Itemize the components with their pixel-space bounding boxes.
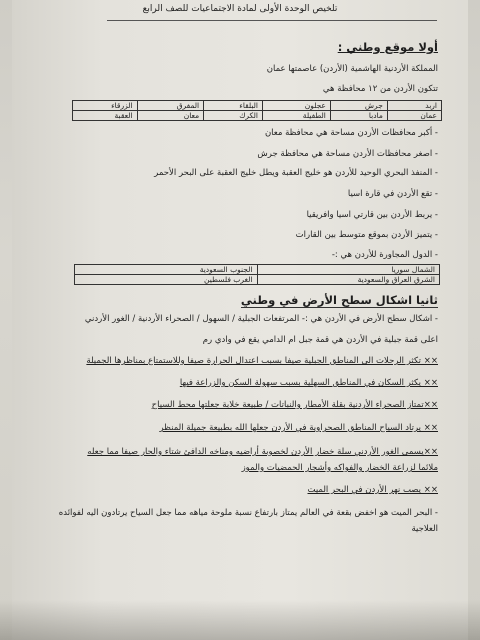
table-cell: الغرب فلسطين [75,275,258,285]
section2-surface-forms: - اشكال سطح الأرض في الأردن هي :- المرتفعات الجبلية / السهول / الصحراء الأردنية / الغور الأردني [84,314,438,324]
bullet-central-location: - يتميز الأردن بموقع متوسط بين القارات [295,230,438,240]
table-cell: الكرك [204,111,263,121]
point-jordan-valley: ××يسمى الغور الأردني سلة خضار الأردن لخصوبة أراضيه ومناخه الدافئ شتاء والحار صيفا مما جعله [87,447,438,457]
table-cell: معان [137,111,204,121]
table-row [73,111,442,121]
bullet-smallest-governorate: - اصغر محافظات الأردن مساحة هي محافظة جرش [257,149,438,159]
section2-title: ثانيا اشكال سطح الأرض في وطني [240,293,438,307]
photo-shadow [0,600,480,640]
point-mountain-trips: ×× تكثر الرحلات الى المناطق الجبلية صيفا بسبب اعتدال الحرارة صيفا وللاستمتاع بمناظرها الجميلة [86,356,438,366]
page-header: تلخيص الوحدة الأولى لمادة الاجتماعيات للصف الرابع [142,4,338,14]
table-row [75,265,440,275]
table-cell: الزرقاء [73,101,138,111]
table-cell: الطفيلة [263,111,331,121]
table-cell: المفرق [137,101,204,111]
table-cell: عجلون [263,101,331,111]
table-cell: جرش [330,101,387,111]
neighbors-table [74,264,440,285]
table-row [75,275,440,285]
governorates-table [72,100,442,121]
section1-title: أولا موقع وطني : [337,40,438,54]
table-cell: اربد [387,101,441,111]
table-cell: العقبة [73,111,138,121]
bullet-continent: - تقع الأردن في قارة اسيا [347,189,438,199]
section2-highest-peak: اعلى قمة جبلية في الأردن هي قمة جبل ام الدامي يقع في وادي رم [202,335,438,345]
section1-governorates-intro: تتكون الأردن من ١٢ محافظة هي [322,84,438,94]
point-desert-tourists: ×× يرتاد السياح المناطق الصحراوية في الأردن جعلها الله بطبيعة جميلة المنظر [159,423,438,433]
table-cell: الشرق العراق والسعودية [257,275,440,285]
table-cell: الشمال سوريا [257,265,440,275]
bullet-largest-governorate: - أكبر محافظات الأردن مساحة هي محافظة معان [264,128,438,138]
point-jordan-valley-cont: ملائما لزراعة الخضار والفواكه وأشجار الحمضيات والموز [241,463,438,473]
point-jordan-river: ×× يصب نهر الأردن في البحر الميت [307,485,438,495]
point-plains-population: ×× يكثر السكان في المناطق السهلية بسبب سهولة السكن والزراعة فيها [179,378,438,388]
section1-capital-line: المملكة الأردنية الهاشمية (الأردن) عاصمتها عمان [266,64,438,74]
header-divider [107,20,437,21]
bullet-connects-continents: - يربط الأردن بين قارتي اسيا وافريقيا [306,210,438,220]
table-cell: البلقاء [204,101,263,111]
bullet-aqaba-gulf: - المنفذ البحري الوحيد للأردن هو خليج العقبة ويطل خليج العقبة على البحر الأحمر [154,168,438,178]
table-row [73,101,442,111]
point-desert: ××تمتاز الصحراء الأردنية بقلة الأمطار والنباتات / طبيعة خلابة جعلتها محط السياح [151,400,438,410]
bullet-neighbors-intro: - الدول المجاورة للأردن هي :- [331,250,438,260]
document-page [12,0,468,640]
dead-sea-line-cont: العلاجية [411,524,438,534]
table-cell: الجنوب السعودية [75,265,258,275]
table-cell: عمان [387,111,441,121]
dead-sea-line: - البحر الميت هو اخفض بقعة في العالم يمتاز بارتفاع نسبة ملوحة مياهه مما جعل السياح يرتادون اليه لفوائده [58,508,438,518]
table-cell: مادبا [330,111,387,121]
